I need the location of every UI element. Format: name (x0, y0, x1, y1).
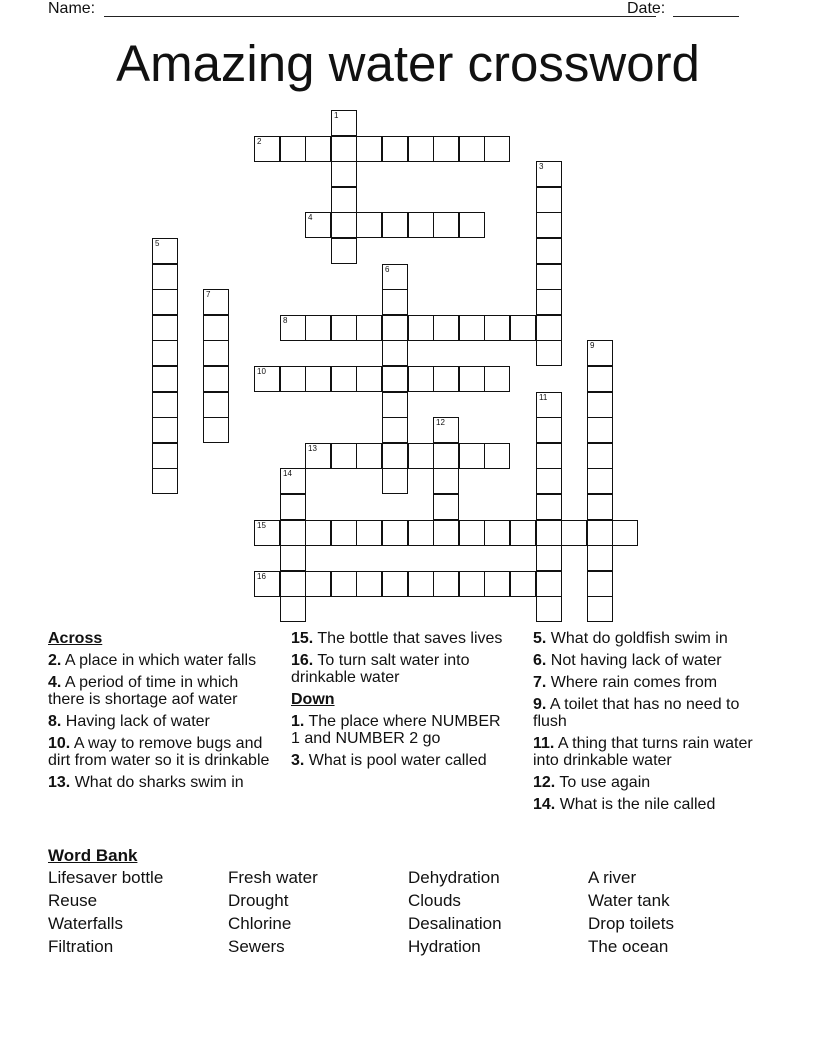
crossword-cell[interactable] (280, 596, 306, 622)
crossword-cell[interactable] (510, 520, 536, 546)
cell-number: 7 (206, 290, 211, 299)
clue-number: 9. (533, 696, 547, 713)
word-bank (48, 868, 768, 956)
crossword-cell[interactable] (587, 520, 613, 546)
across-clue (291, 652, 513, 686)
cell-number: 1 (334, 111, 339, 120)
crossword-cell[interactable] (536, 289, 562, 315)
crossword-cell[interactable] (382, 468, 408, 494)
crossword-cell[interactable] (254, 366, 280, 392)
clue-text: The bottle that saves lives (317, 630, 503, 647)
clue-text: A place in which water falls (64, 652, 257, 669)
cell-number: 11 (539, 393, 548, 402)
word-bank-item: Waterfalls (48, 914, 123, 933)
date-label: Date: (627, 0, 666, 17)
crossword-cell[interactable] (536, 340, 562, 366)
crossword-cell[interactable] (382, 289, 408, 315)
crossword-cell[interactable] (356, 136, 382, 162)
word-bank-item: Filtration (48, 937, 114, 956)
crossword-cell[interactable] (382, 212, 408, 238)
clue-number: 4. (48, 674, 62, 691)
crossword-cell[interactable] (382, 392, 408, 418)
crossword-cell[interactable] (536, 468, 562, 494)
word-bank-item: Lifesaver bottle (48, 868, 164, 887)
crossword-cell[interactable] (382, 520, 408, 546)
clue-number: 7. (533, 674, 547, 691)
down-clue (533, 652, 755, 669)
clue-text: Where rain comes from (550, 674, 718, 691)
crossword-cell[interactable] (587, 392, 613, 418)
word-bank-item: Drop toilets (588, 914, 674, 933)
clue-column-1 (48, 630, 270, 796)
clue-number: 15. (291, 630, 314, 647)
crossword-cell[interactable] (459, 212, 485, 238)
crossword-cell[interactable] (331, 443, 357, 469)
crossword-cell[interactable] (459, 366, 485, 392)
crossword-cell[interactable] (587, 545, 613, 571)
crossword-cell[interactable] (433, 212, 459, 238)
down-clue (533, 696, 755, 730)
clue-text: To turn salt water into drinkable water (291, 652, 470, 686)
cell-number: 12 (436, 418, 445, 427)
crossword-cell[interactable] (536, 571, 562, 597)
clue-number: 1. (291, 713, 305, 730)
crossword-cell[interactable] (510, 315, 536, 341)
cell-number: 14 (283, 469, 292, 478)
across-clue (48, 735, 270, 769)
clue-text: What do goldfish swim in (550, 630, 728, 647)
crossword-cell[interactable] (331, 187, 357, 213)
crossword-cell[interactable] (433, 136, 459, 162)
clue-text: A way to remove bugs and dirt from water so it is drinkable (48, 735, 270, 769)
crossword-cell[interactable] (280, 315, 306, 341)
crossword-cell[interactable] (305, 571, 331, 597)
crossword-cell[interactable] (382, 264, 408, 290)
crossword-cell[interactable] (382, 366, 408, 392)
crossword-cell[interactable] (305, 520, 331, 546)
crossword-cell[interactable] (152, 315, 178, 341)
crossword-cell[interactable] (459, 520, 485, 546)
clue-column-3 (533, 630, 755, 818)
word-bank-item: Hydration (408, 937, 481, 956)
down-clue (533, 674, 755, 691)
crossword-cell[interactable] (331, 571, 357, 597)
across-clue (48, 774, 270, 791)
cell-number: 8 (283, 316, 288, 325)
crossword-cell[interactable] (382, 340, 408, 366)
crossword-cell[interactable] (356, 315, 382, 341)
crossword-cell[interactable] (280, 520, 306, 546)
word-bank-heading: Word Bank (48, 846, 138, 865)
cell-number: 6 (385, 265, 390, 274)
crossword-cell[interactable] (536, 315, 562, 341)
crossword-cell[interactable] (203, 315, 229, 341)
crossword-cell[interactable] (280, 468, 306, 494)
crossword-cell[interactable] (305, 212, 331, 238)
crossword-cell[interactable] (382, 136, 408, 162)
crossword-cell[interactable] (587, 443, 613, 469)
crossword-cell[interactable] (433, 520, 459, 546)
crossword-cell[interactable] (254, 520, 280, 546)
crossword-cell[interactable] (331, 136, 357, 162)
clue-text: A period of time in which there is shortage aof water (48, 674, 239, 708)
cell-number: 3 (539, 162, 544, 171)
crossword-cell[interactable] (254, 571, 280, 597)
cell-number: 2 (257, 137, 262, 146)
crossword-cell[interactable] (408, 443, 434, 469)
word-bank-item: Dehydration (408, 868, 500, 887)
crossword-cell[interactable] (382, 417, 408, 443)
crossword-cell[interactable] (152, 417, 178, 443)
crossword-cell[interactable] (152, 289, 178, 315)
crossword-cell[interactable] (536, 494, 562, 520)
crossword-cell[interactable] (280, 136, 306, 162)
down-clue (291, 752, 513, 769)
clue-number: 10. (48, 735, 71, 752)
clue-text: To use again (559, 774, 651, 791)
crossword-cell[interactable] (433, 417, 459, 443)
crossword-cell[interactable] (203, 340, 229, 366)
word-bank-item: Drought (228, 891, 289, 910)
crossword-cell[interactable] (536, 161, 562, 187)
word-bank-item: Water tank (588, 891, 670, 910)
across-clue (291, 630, 513, 647)
crossword-cell[interactable] (331, 212, 357, 238)
crossword-cell[interactable] (305, 315, 331, 341)
crossword-cell[interactable] (356, 520, 382, 546)
crossword-cell[interactable] (484, 366, 510, 392)
clue-number: 2. (48, 652, 62, 669)
crossword-cell[interactable] (356, 443, 382, 469)
crossword-cell[interactable] (305, 366, 331, 392)
crossword-cell[interactable] (433, 443, 459, 469)
crossword-cell[interactable] (587, 571, 613, 597)
crossword-cell[interactable] (356, 366, 382, 392)
crossword-cell[interactable] (203, 417, 229, 443)
crossword-cell[interactable] (536, 238, 562, 264)
crossword-cell[interactable] (408, 366, 434, 392)
crossword-cell[interactable] (382, 443, 408, 469)
crossword-cell[interactable] (561, 520, 587, 546)
crossword-cell[interactable] (587, 366, 613, 392)
crossword-cell[interactable] (484, 315, 510, 341)
crossword-cell[interactable] (280, 571, 306, 597)
crossword-cell[interactable] (280, 366, 306, 392)
crossword-cell[interactable] (254, 136, 280, 162)
clue-number: 6. (533, 652, 547, 669)
word-bank-item: Desalination (408, 914, 502, 933)
clue-number: 11. (533, 735, 555, 752)
crossword-cell[interactable] (484, 571, 510, 597)
crossword-cell[interactable] (536, 520, 562, 546)
crossword-cell[interactable] (536, 596, 562, 622)
crossword-cell[interactable] (331, 366, 357, 392)
crossword-cell[interactable] (536, 443, 562, 469)
word-bank-item: A river (588, 868, 637, 887)
cell-number: 4 (308, 213, 313, 222)
crossword-cell[interactable] (587, 340, 613, 366)
cell-number: 5 (155, 239, 160, 248)
crossword-cell[interactable] (280, 494, 306, 520)
word-bank-item: Clouds (408, 891, 461, 910)
crossword-cell[interactable] (536, 545, 562, 571)
clue-text: Having lack of water (65, 713, 210, 730)
down-clue (533, 796, 755, 813)
crossword-cell[interactable] (536, 187, 562, 213)
crossword-cell[interactable] (305, 443, 331, 469)
crossword-cell[interactable] (356, 571, 382, 597)
across-clue (48, 713, 270, 730)
clue-text: What is pool water called (308, 752, 487, 769)
clue-text: What is the nile called (559, 796, 716, 813)
crossword-cell[interactable] (152, 392, 178, 418)
crossword-cell[interactable] (331, 238, 357, 264)
cell-number: 10 (257, 367, 266, 376)
crossword-cell[interactable] (484, 136, 510, 162)
crossword-cell[interactable] (152, 340, 178, 366)
crossword-cell[interactable] (433, 468, 459, 494)
down-clue (291, 713, 513, 747)
word-bank-item: The ocean (588, 937, 669, 956)
across-heading: Across (48, 630, 103, 647)
clue-text: The place where NUMBER 1 and NUMBER 2 go (291, 713, 501, 747)
crossword-cell[interactable] (408, 136, 434, 162)
clue-text: What do sharks swim in (74, 774, 244, 791)
crossword-cell[interactable] (152, 264, 178, 290)
crossword-cell[interactable] (433, 494, 459, 520)
crossword-cell[interactable] (203, 289, 229, 315)
clue-text: Not having lack of water (550, 652, 722, 669)
crossword-cell[interactable] (536, 417, 562, 443)
crossword-cell[interactable] (459, 136, 485, 162)
clue-text: A thing that turns rain water into drinkable water (533, 735, 753, 769)
crossword-cell[interactable] (382, 315, 408, 341)
crossword-cell[interactable] (331, 315, 357, 341)
clue-column-2 (291, 630, 513, 774)
clue-number: 8. (48, 713, 62, 730)
crossword-cell[interactable] (203, 366, 229, 392)
crossword-cell[interactable] (305, 136, 331, 162)
crossword-cell[interactable] (331, 110, 357, 136)
crossword-cell[interactable] (152, 443, 178, 469)
page-title: Amazing water crossword (116, 35, 700, 92)
word-bank-item: Chlorine (228, 914, 292, 933)
crossword-cell[interactable] (280, 545, 306, 571)
crossword-cell[interactable] (356, 212, 382, 238)
clue-number: 16. (291, 652, 314, 669)
crossword-cell[interactable] (152, 468, 178, 494)
crossword-cell[interactable] (408, 212, 434, 238)
crossword-cell[interactable] (484, 520, 510, 546)
crossword-cell[interactable] (433, 315, 459, 341)
crossword-cell[interactable] (587, 494, 613, 520)
clue-number: 14. (533, 796, 556, 813)
word-bank-item: Sewers (228, 937, 285, 956)
crossword-cell[interactable] (587, 468, 613, 494)
word-bank-item: Reuse (48, 891, 98, 910)
cell-number: 16 (257, 572, 266, 581)
crossword-cell[interactable] (459, 315, 485, 341)
down-heading: Down (291, 691, 335, 708)
crossword-cell[interactable] (459, 443, 485, 469)
crossword-cell[interactable] (408, 571, 434, 597)
crossword-cell[interactable] (612, 520, 638, 546)
clue-number: 12. (533, 774, 556, 791)
name-label: Name: (48, 0, 96, 17)
crossword-cell[interactable] (408, 315, 434, 341)
clue-number: 5. (533, 630, 547, 647)
crossword-cell[interactable] (433, 366, 459, 392)
crossword-cell[interactable] (331, 161, 357, 187)
crossword-cell[interactable] (536, 392, 562, 418)
down-clue (533, 735, 755, 769)
down-clue (533, 630, 755, 647)
crossword-cell[interactable] (203, 392, 229, 418)
crossword-cell[interactable] (459, 571, 485, 597)
crossword-cell[interactable] (331, 520, 357, 546)
crossword-cell[interactable] (536, 264, 562, 290)
cell-number: 15 (257, 521, 266, 530)
crossword-cell[interactable] (408, 520, 434, 546)
crossword-cell[interactable] (152, 366, 178, 392)
crossword-cell[interactable] (510, 571, 536, 597)
crossword-cell[interactable] (587, 596, 613, 622)
crossword-cell[interactable] (484, 443, 510, 469)
crossword-cell[interactable] (382, 571, 408, 597)
clue-number: 3. (291, 752, 305, 769)
clue-text: A toilet that has no need to flush (533, 696, 740, 730)
crossword-cell[interactable] (536, 212, 562, 238)
down-clue (533, 774, 755, 791)
cell-number: 13 (308, 444, 317, 453)
crossword-cell[interactable] (433, 571, 459, 597)
across-clue (48, 674, 270, 708)
cell-number: 9 (590, 341, 595, 350)
word-bank-item: Fresh water (228, 868, 318, 887)
clue-number: 13. (48, 774, 71, 791)
crossword-cell[interactable] (152, 238, 178, 264)
across-clue (48, 652, 270, 669)
crossword-cell[interactable] (587, 417, 613, 443)
